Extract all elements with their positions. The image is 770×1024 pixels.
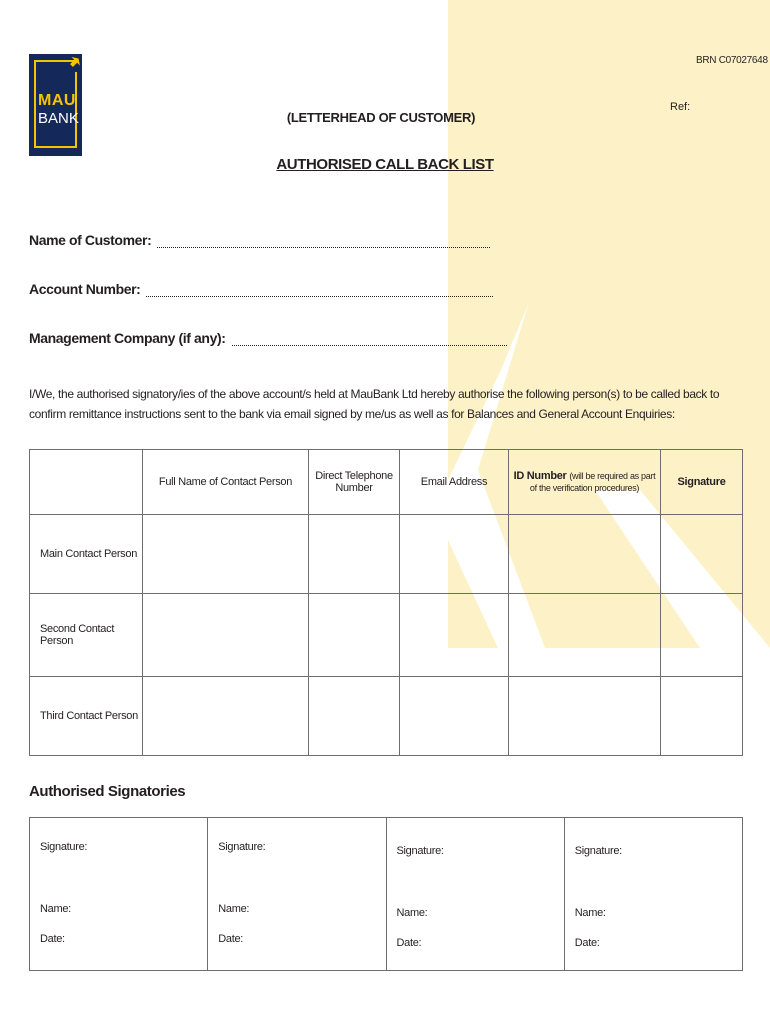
signature-label: Signature:	[396, 845, 444, 857]
logo-text-mau: MAU	[38, 92, 76, 109]
cell-email[interactable]	[400, 594, 509, 677]
header-full-name: Full Name of Contact Person	[143, 450, 309, 515]
signatories-table	[29, 817, 743, 971]
cell-signature[interactable]	[661, 677, 743, 756]
contacts-header-row	[30, 450, 743, 515]
name-label: Name:	[218, 903, 250, 915]
header-empty	[30, 450, 143, 515]
customer-name-line[interactable]	[157, 237, 490, 248]
cell-full-name[interactable]	[143, 515, 309, 594]
management-company-line[interactable]	[232, 335, 507, 346]
management-company-field[interactable]	[29, 330, 507, 346]
arrow-icon	[70, 56, 80, 68]
contacts-table	[29, 449, 743, 756]
name-label: Name:	[40, 903, 71, 915]
signatory-box-1[interactable]	[30, 818, 208, 971]
cell-phone[interactable]	[309, 515, 400, 594]
account-number-label: Account Number:	[29, 281, 141, 297]
cell-full-name[interactable]	[143, 594, 309, 677]
header-phone: Direct Telephone Number	[309, 450, 400, 515]
row-label-third: Third Contact Person	[30, 677, 143, 756]
signatory-box-4[interactable]	[564, 818, 742, 971]
signatories-title: Authorised Signatories	[29, 783, 186, 800]
cell-signature[interactable]	[661, 594, 743, 677]
cell-email[interactable]	[400, 677, 509, 756]
table-row	[30, 515, 743, 594]
cell-email[interactable]	[400, 515, 509, 594]
cell-phone[interactable]	[309, 594, 400, 677]
brn-number: BRN C07027648	[696, 55, 768, 66]
cell-signature[interactable]	[661, 515, 743, 594]
header-id-number: ID Number (will be required as part of the verification procedures)	[509, 450, 661, 515]
row-label-main: Main Contact Person	[30, 515, 143, 594]
header-signature: Signature	[661, 450, 743, 515]
form-title: AUTHORISED CALL BACK LIST	[276, 156, 494, 173]
signature-label: Signature:	[40, 841, 88, 853]
account-number-field[interactable]	[29, 281, 493, 297]
name-label: Name:	[396, 907, 428, 919]
logo-text-bank: BANK	[38, 110, 79, 127]
date-label: Date:	[574, 937, 600, 949]
signatory-box-3[interactable]	[386, 818, 564, 971]
maubank-logo	[29, 54, 82, 156]
table-row	[30, 594, 743, 677]
cell-full-name[interactable]	[143, 677, 309, 756]
account-number-line[interactable]	[146, 286, 493, 297]
signature-label: Signature:	[218, 841, 266, 853]
cell-id-number[interactable]	[509, 594, 661, 677]
date-label: Date:	[396, 937, 422, 949]
date-label: Date:	[218, 933, 244, 945]
row-label-second: Second Contact Person	[30, 594, 143, 677]
customer-name-label: Name of Customer:	[29, 232, 152, 248]
signature-label: Signature:	[574, 845, 622, 857]
ref-label: Ref:	[670, 101, 691, 113]
cell-id-number[interactable]	[509, 515, 661, 594]
declaration-text: I/We, the authorised signatory/ies of the above account/s held at MauBank Ltd hereby authorise the following person(s) to be called back to confirm remittance instructions sent to the bank via email signed by me/us as well as for Balances and General Account Enquiries:	[29, 387, 720, 421]
signatory-box-2[interactable]	[208, 818, 386, 971]
date-label: Date:	[40, 933, 65, 945]
letterhead-placeholder: (LETTERHEAD OF CUSTOMER)	[286, 110, 476, 125]
management-company-label: Management Company (if any):	[29, 330, 226, 346]
table-row	[30, 677, 743, 756]
cell-phone[interactable]	[309, 677, 400, 756]
name-label: Name:	[574, 907, 606, 919]
cell-id-number[interactable]	[509, 677, 661, 756]
header-email: Email Address	[400, 450, 509, 515]
customer-name-field[interactable]	[29, 232, 490, 248]
